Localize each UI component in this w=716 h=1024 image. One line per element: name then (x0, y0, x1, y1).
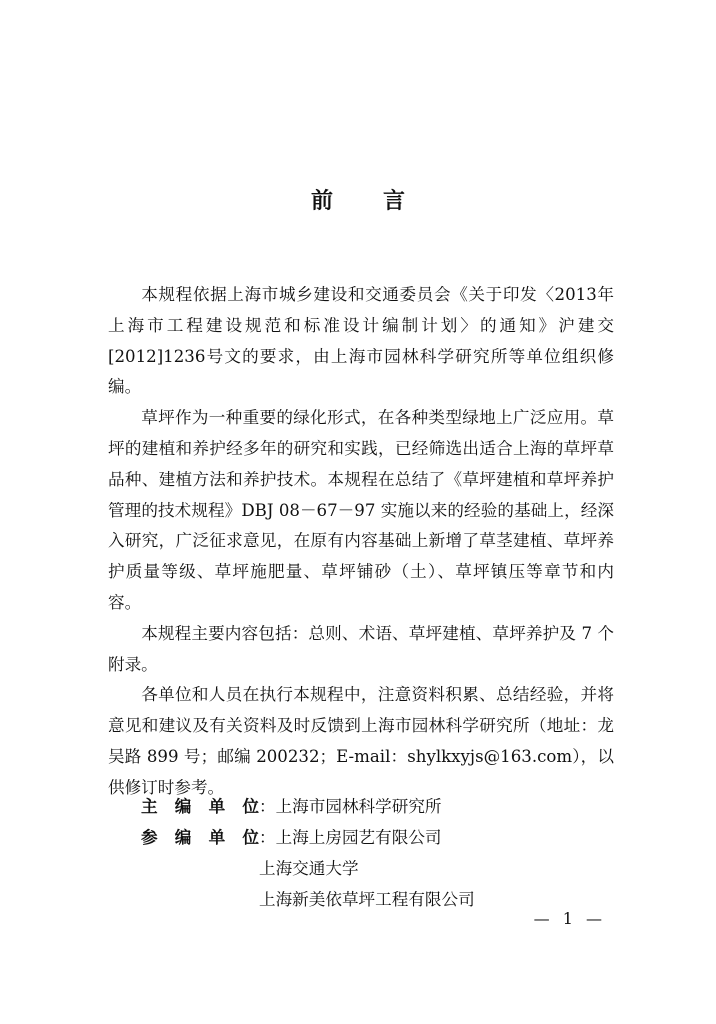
participant-1: ：上海上房园艺有限公司 (259, 828, 442, 847)
chief-editor-label: 主编单位 (141, 797, 259, 816)
page-number: — 1 — (533, 909, 606, 928)
participant-row (108, 822, 614, 853)
page-title: 前 言 (310, 189, 419, 214)
participant-3: 上海新美依草坪工程有限公司 (259, 890, 475, 909)
paragraph-basis: 本规程依据上海市城乡建设和交通委员会《关于印发〈2013年上海市工程建设规范和标准设计编制计划〉的通知》沪建交[2012]1236号文的要求，由上海市园林科学研究所等单位组织修编。 (108, 285, 614, 397)
participant-2: 上海交通大学 (259, 859, 359, 878)
chief-editor-value: ：上海市园林科学研究所 (259, 797, 442, 816)
paragraph-feedback: 各单位和人员在执行本规程中，注意资料积累、总结经验，并将意见和建议及有关资料及时反馈到上海市园林科学研究所（地址：龙吴路 899 号；邮编 200232；E-mail：shylkxyjs@163.com），以供修订时参考。 (108, 685, 614, 797)
preface-body (108, 280, 614, 804)
chief-editor-row (108, 791, 614, 822)
credits-block (108, 791, 614, 915)
paragraph-contents: 本规程主要内容包括：总则、术语、草坪建植、草坪养护及 7 个附录。 (108, 623, 614, 674)
paragraph-background: 草坪作为一种重要的绿化形式，在各种类型绿地上广泛应用。草坪的建植和养护经多年的研究和实践，已经筛选出适合上海的草坪草品种、建植方法和养护技术。本规程在总结了《草坪建植和草坪养护管理的技术规程》DBJ 08－67－97 实施以来的经验的基础上，经深入研究，广泛征求意见，在原有内容基础上新增了草茎建植、草坪养护质量等级、草坪施肥量、草坪铺砂（土）、草坪镇压等章节和内容。 (108, 408, 614, 612)
participants-label: 参编单位 (141, 828, 259, 847)
